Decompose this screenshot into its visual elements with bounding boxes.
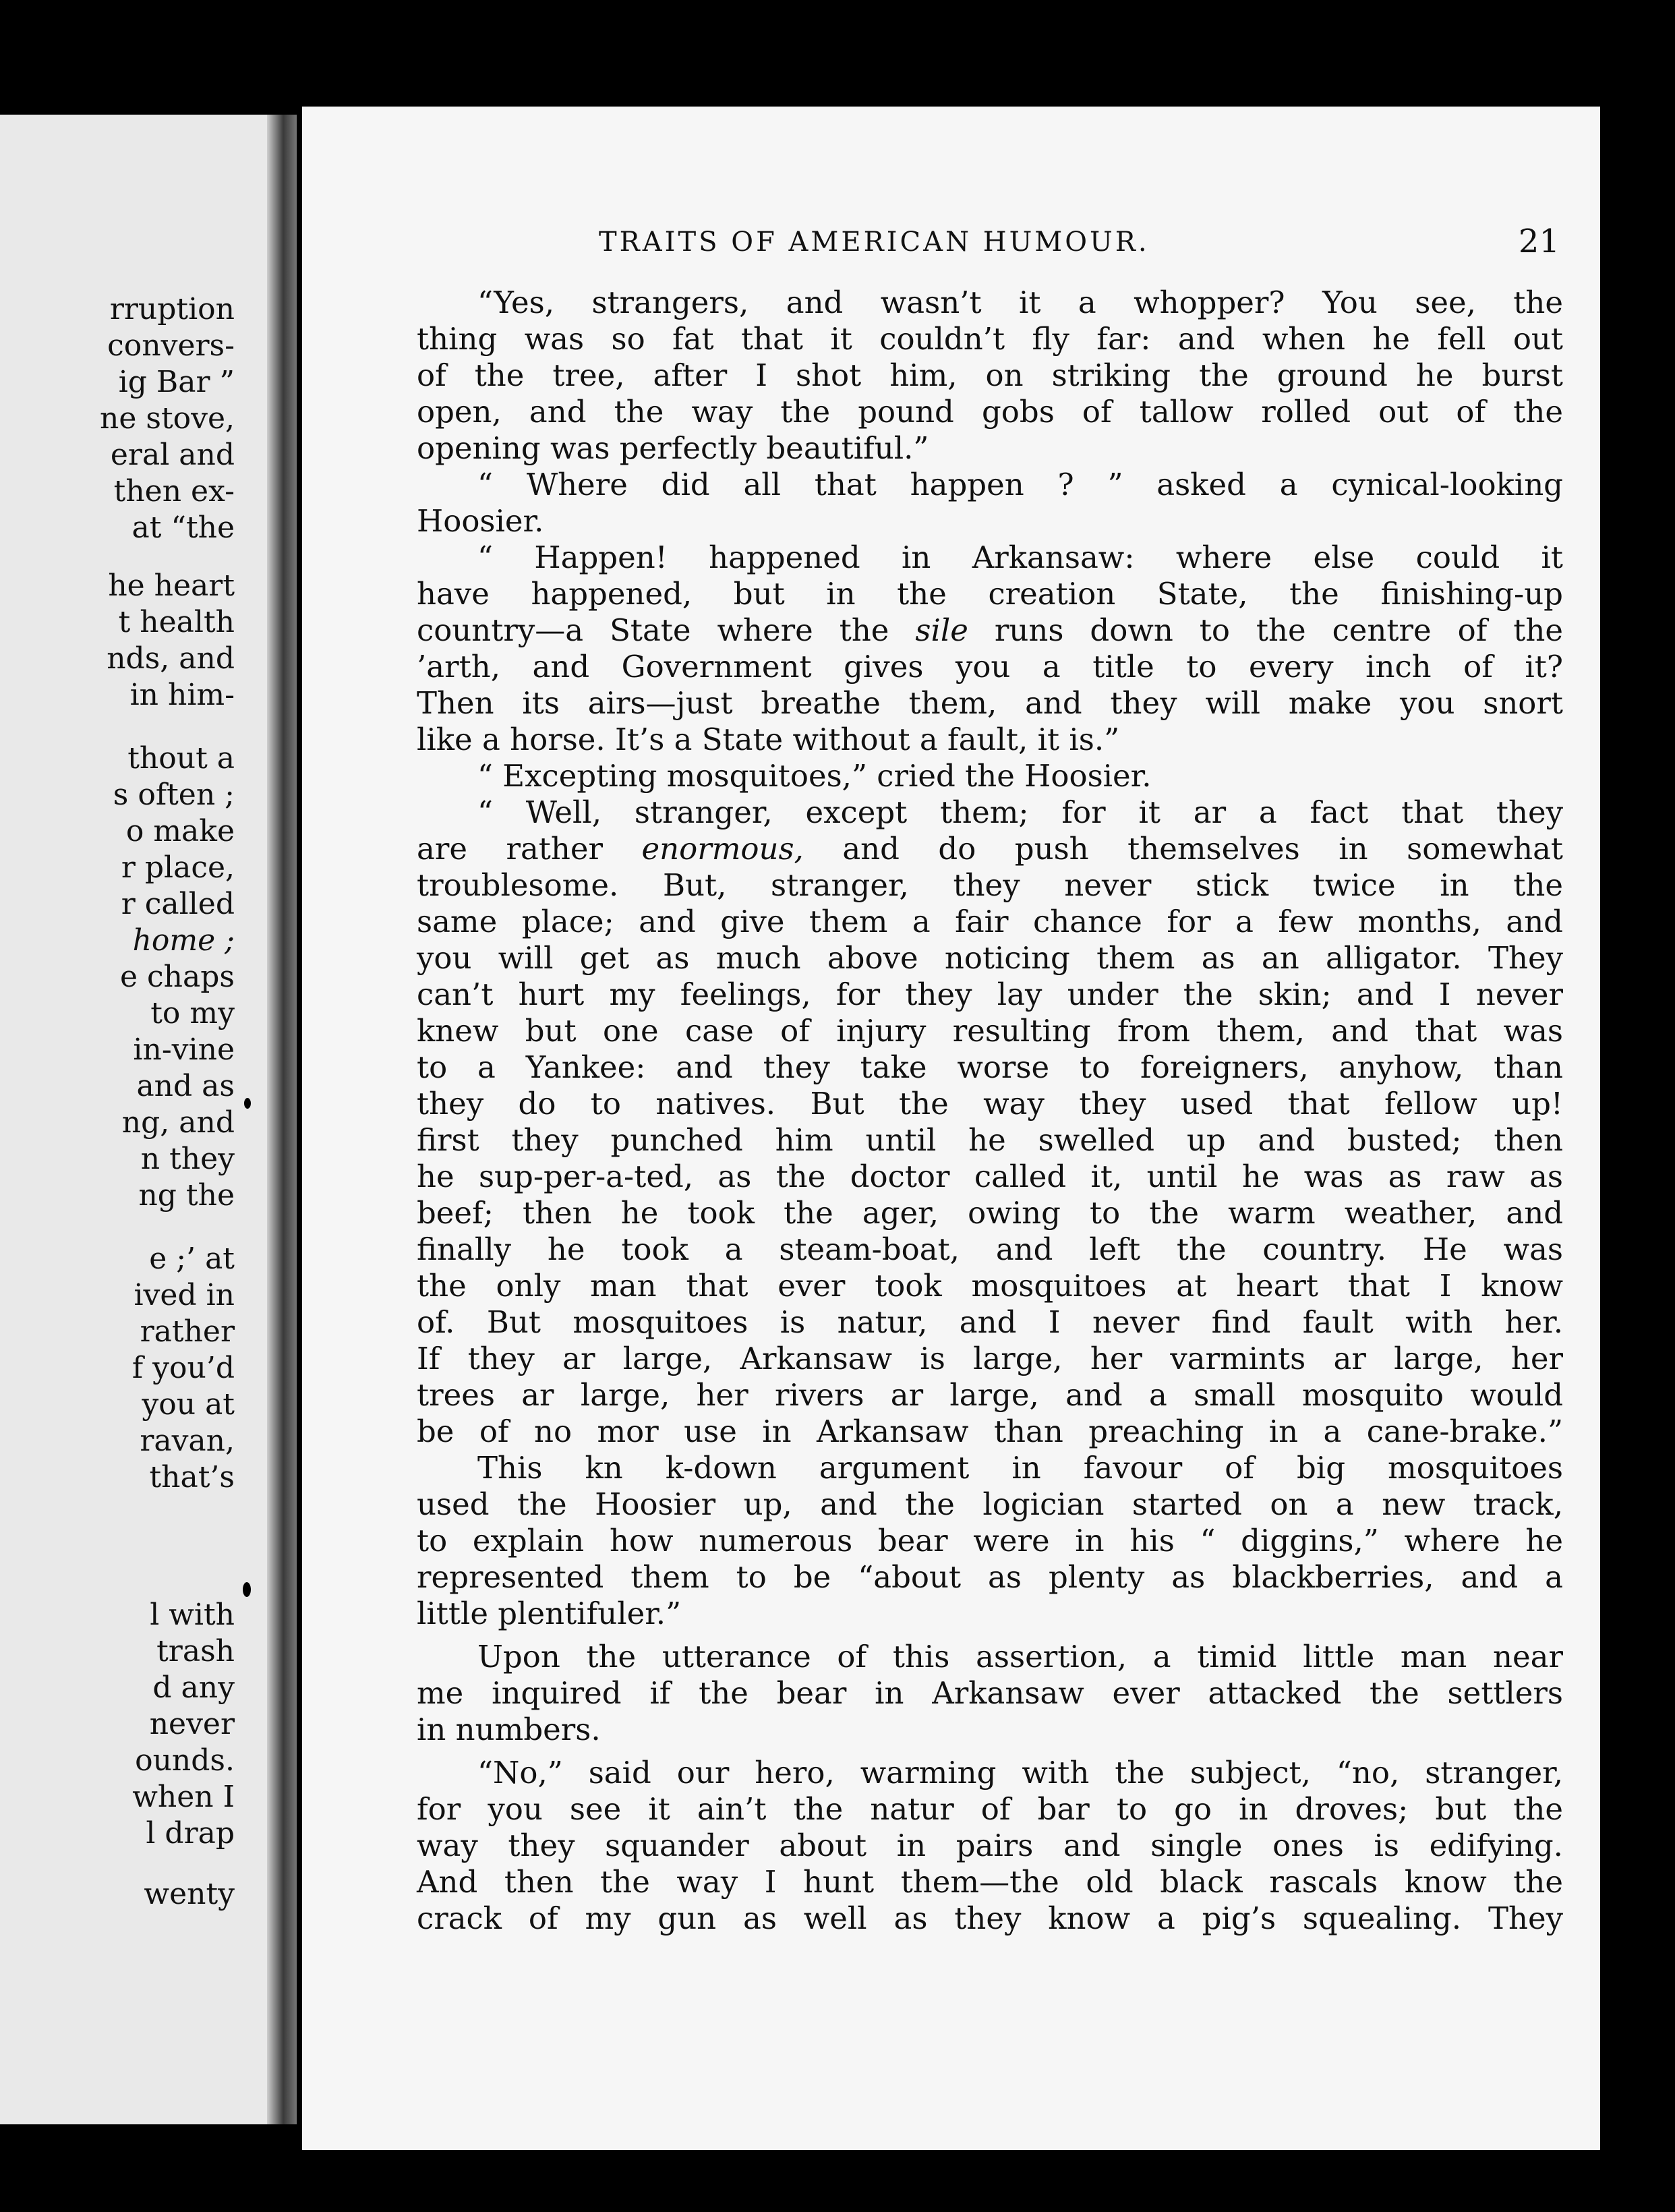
text-line <box>417 831 1563 867</box>
left-line: convers- <box>107 328 235 363</box>
running-head <box>599 223 1560 267</box>
text-line: If they ar large, Arkansaw is large, her varmints ar large, her <box>417 1341 1563 1376</box>
text-line: “ Well, stranger, except them; for it ar a fact that they <box>477 794 1563 830</box>
left-line: e ;’ at <box>149 1242 235 1276</box>
text-line: Upon the utterance of this assertion, a timid little man near <box>477 1639 1563 1675</box>
text-line: have happened, but in the creation State, the finishing-up <box>417 576 1563 612</box>
left-line: e chaps <box>120 960 235 994</box>
text-line: “ Happen! happened in Arkansaw: where else could it <box>477 540 1563 575</box>
text-line: to explain how numerous bear were in his “ diggins,” where he <box>417 1523 1563 1559</box>
scan-speck <box>244 1098 251 1109</box>
text-line: opening was perfectly beautiful.” <box>417 430 929 466</box>
text-run: are rather <box>417 831 642 867</box>
text-line: be of no mor use in Arkansaw than preaching in a cane-brake.” <box>417 1414 1563 1449</box>
left-line: when I <box>132 1780 235 1814</box>
page-number: 21 <box>1518 223 1560 260</box>
left-line: s often ; <box>113 778 235 812</box>
left-line: o make <box>125 814 235 848</box>
text-line: me inquired if the bear in Arkansaw ever attacked the settlers <box>417 1675 1563 1711</box>
left-line: ng the <box>138 1178 235 1213</box>
left-line: l drap <box>146 1816 235 1851</box>
text-line: used the Hoosier up, and the logician started on a new track, <box>417 1486 1563 1522</box>
italic-word: enormous, <box>641 831 804 867</box>
text-line: he sup-per-a-ted, as the doctor called it, until he was as raw as <box>417 1159 1563 1194</box>
left-line: trash <box>156 1634 235 1668</box>
text-line: to a Yankee: and they take worse to foreigners, anyhow, than <box>417 1049 1563 1085</box>
text-line: way they squander about in pairs and single ones is edifying. <box>417 1828 1563 1863</box>
left-line: eral and <box>110 438 235 472</box>
left-line: that’s <box>149 1460 235 1494</box>
text-line: finally he took a steam-boat, and left the country. He was <box>417 1231 1563 1267</box>
text-line: open, and the way the pound gobs of tallow rolled out of the <box>417 394 1563 430</box>
left-line: home ; <box>132 923 235 958</box>
text-line: can’t hurt my feelings, for they lay under the skin; and I never <box>417 977 1563 1012</box>
text-line: for you see it ain’t the natur of bar to go in droves; but the <box>417 1791 1563 1827</box>
text-line: in numbers. <box>417 1712 601 1747</box>
left-line: r place, <box>121 850 235 885</box>
text-line: the only man that ever took mosquitoes at heart that I know <box>417 1268 1563 1304</box>
text-line: thing was so fat that it couldn’t fly far: and when he fell out <box>417 321 1563 357</box>
text-run: runs down to the centre of the <box>968 612 1564 648</box>
text-line: ’arth, and Government gives you a title to every inch of it? <box>417 649 1563 685</box>
left-line: n they <box>140 1142 235 1176</box>
left-line: never <box>149 1707 235 1741</box>
left-line: and as <box>136 1069 235 1103</box>
text-line: troublesome. But, stranger, they never stick twice in the <box>417 867 1563 903</box>
text-line: first they punched him until he swelled up and busted; then <box>417 1122 1563 1158</box>
left-line: at “the <box>131 511 235 545</box>
left-line: ne stove, <box>100 401 235 436</box>
text-line: same place; and give them a fair chance for a few months, and <box>417 904 1563 939</box>
left-line: ng, and <box>121 1105 235 1140</box>
left-page <box>0 115 283 2124</box>
left-line: r called <box>121 887 235 921</box>
left-line: to my <box>150 996 235 1030</box>
left-line: d any <box>152 1670 235 1705</box>
text-line: “ Where did all that happen ? ” asked a cynical-looking <box>477 467 1563 502</box>
text-line: beef; then he took the ager, owing to the warm weather, and <box>417 1195 1563 1231</box>
left-line: wenty <box>144 1877 235 1911</box>
text-line: little plentifuler.” <box>417 1596 682 1631</box>
left-line: ived in <box>134 1278 235 1312</box>
left-line: you at <box>142 1387 235 1422</box>
text-line: “ Excepting mosquitoes,” cried the Hoosier. <box>477 758 1152 794</box>
left-line: ig Bar ” <box>118 365 235 399</box>
text-line: knew but one case of injury resulting from them, and that was <box>417 1013 1563 1049</box>
text-line: they do to natives. But the way they used that fellow up! <box>417 1086 1563 1122</box>
text-run: and do push themselves in somewhat <box>803 831 1563 867</box>
left-line: ravan, <box>140 1424 235 1458</box>
text-line <box>417 612 1563 649</box>
book-gutter <box>267 115 297 2124</box>
left-line: l with <box>150 1598 235 1632</box>
left-line: in-vine <box>133 1032 235 1067</box>
text-line: And then the way I hunt them—the old black rascals know the <box>417 1864 1563 1900</box>
text-line: like a horse. It’s a State without a fault, it is.” <box>417 722 1120 757</box>
text-line: of. But mosquitoes is natur, and I never find fault with her. <box>417 1304 1563 1340</box>
text-line: of the tree, after I shot him, on striking the ground he burst <box>417 357 1563 393</box>
left-line: thout a <box>127 741 235 776</box>
left-line: rruption <box>109 292 235 326</box>
text-line: Hoosier. <box>417 503 544 539</box>
left-line: ounds. <box>135 1743 235 1778</box>
left-line: rather <box>140 1314 235 1349</box>
scan-speck <box>243 1582 251 1597</box>
left-line: nds, and <box>107 641 235 676</box>
italic-word: sile <box>915 612 968 648</box>
text-line: “No,” said our hero, warming with the subject, “no, stranger, <box>477 1755 1563 1791</box>
left-line: then ex- <box>113 474 235 508</box>
left-line: t health <box>118 605 235 639</box>
text-line: Then its airs—just breathe them, and they will make you snort <box>417 685 1563 721</box>
text-line: crack of my gun as well as they know a pig’s squealing. They <box>417 1900 1563 1936</box>
running-title: TRAITS OF AMERICAN HUMOUR. <box>599 227 1150 258</box>
text-line: you will get as much above noticing them as an alligator. They <box>417 940 1563 976</box>
text-line: “Yes, strangers, and wasn’t it a whopper? You see, the <box>477 285 1563 320</box>
left-line: he heart <box>108 569 235 603</box>
left-line: f you’d <box>131 1351 235 1385</box>
text-line: represented them to be “about as plenty as blackberries, and a <box>417 1559 1563 1595</box>
right-page <box>302 107 1600 2150</box>
text-line: trees ar large, her rivers ar large, and a small mosquito would <box>417 1377 1563 1413</box>
text-line: This kn k-down argument in favour of big mosquitoes <box>477 1450 1563 1486</box>
left-line: in him- <box>129 678 235 712</box>
text-run: country—a State where the <box>417 612 916 648</box>
